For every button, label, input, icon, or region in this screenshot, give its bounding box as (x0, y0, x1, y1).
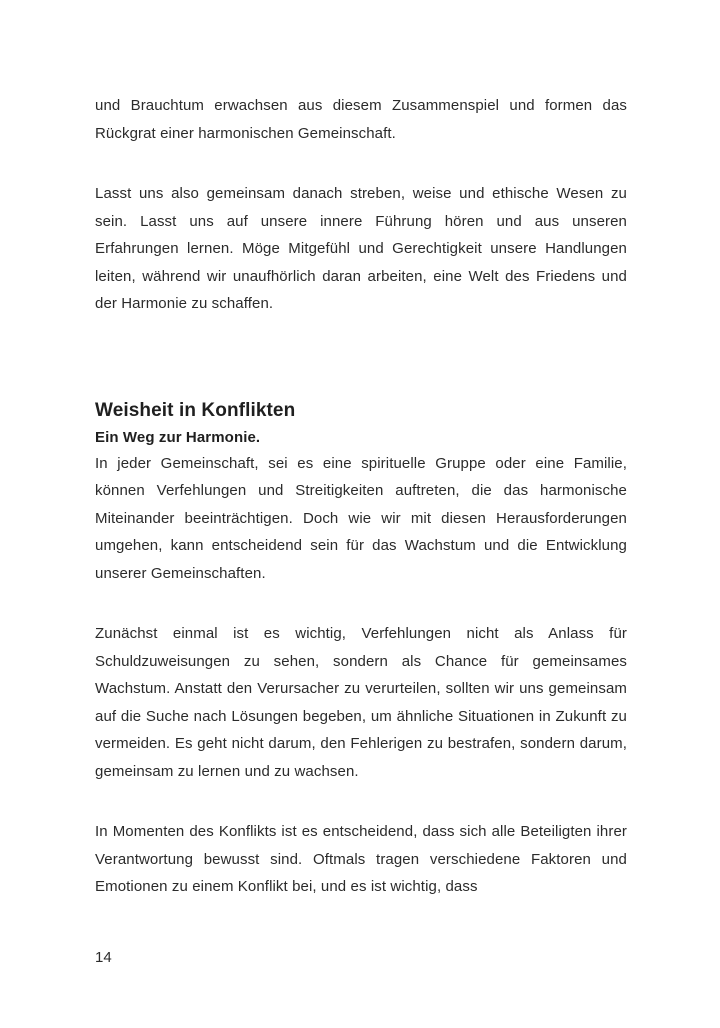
paragraph: In Momenten des Konflikts ist es entscheidend, dass sich alle Beteiligten ihrer Verantwortung bewusst sind. Oftmals tragen verschiedene Faktoren und Emotionen zu einem Konflikt bei, und es ist wichtig, dass (95, 823, 627, 895)
paragraph: Zunächst einmal ist es wichtig, Verfehlungen nicht als Anlass für Schuldzuweisungen zu sehen, sondern als Chance für gemeinsames Wachstum. Anstatt den Verursacher zu verurteilen, sollten wir uns gemeinsam auf die Suche nach Lösungen begeben, um ähnliche Situationen in Zukunft zu vermeiden. Es geht nicht darum, den Fehlerigen zu bestrafen, sondern darum, gemeinsam zu lernen und zu wachsen. (95, 625, 627, 780)
section-heading: Weisheit in Konflikten (95, 399, 296, 421)
page-number: 14 (95, 949, 112, 966)
paragraph: und Brauchtum erwachsen aus diesem Zusammenspiel und formen das Rückgrat einer harmonischen Gemeinschaft. (95, 97, 627, 142)
page-content (95, 92, 627, 901)
paragraph: Lasst uns also gemeinsam danach streben, weise und ethische Wesen zu sein. Lasst uns auf unsere innere Führung hören und aus unseren Erfahrungen lernen. Möge Mitgefühl und Gerechtigkeit unsere Handlungen leiten, während wir unaufhörlich daran arbeiten, eine Welt des Friedens und der Harmonie zu schaffen. (95, 185, 627, 312)
section-subheading: Ein Weg zur Harmonie. (95, 428, 261, 446)
paragraph: In jeder Gemeinschaft, sei es eine spirituelle Gruppe oder eine Familie, können Verfehlungen und Streitigkeiten auftreten, die das harmonische Miteinander beeinträchtigen. Doch wie wir mit diesen Herausforderungen umgehen, kann entscheidend sein für das Wachstum und die Entwicklung unserer Gemeinschaften. (95, 454, 627, 582)
